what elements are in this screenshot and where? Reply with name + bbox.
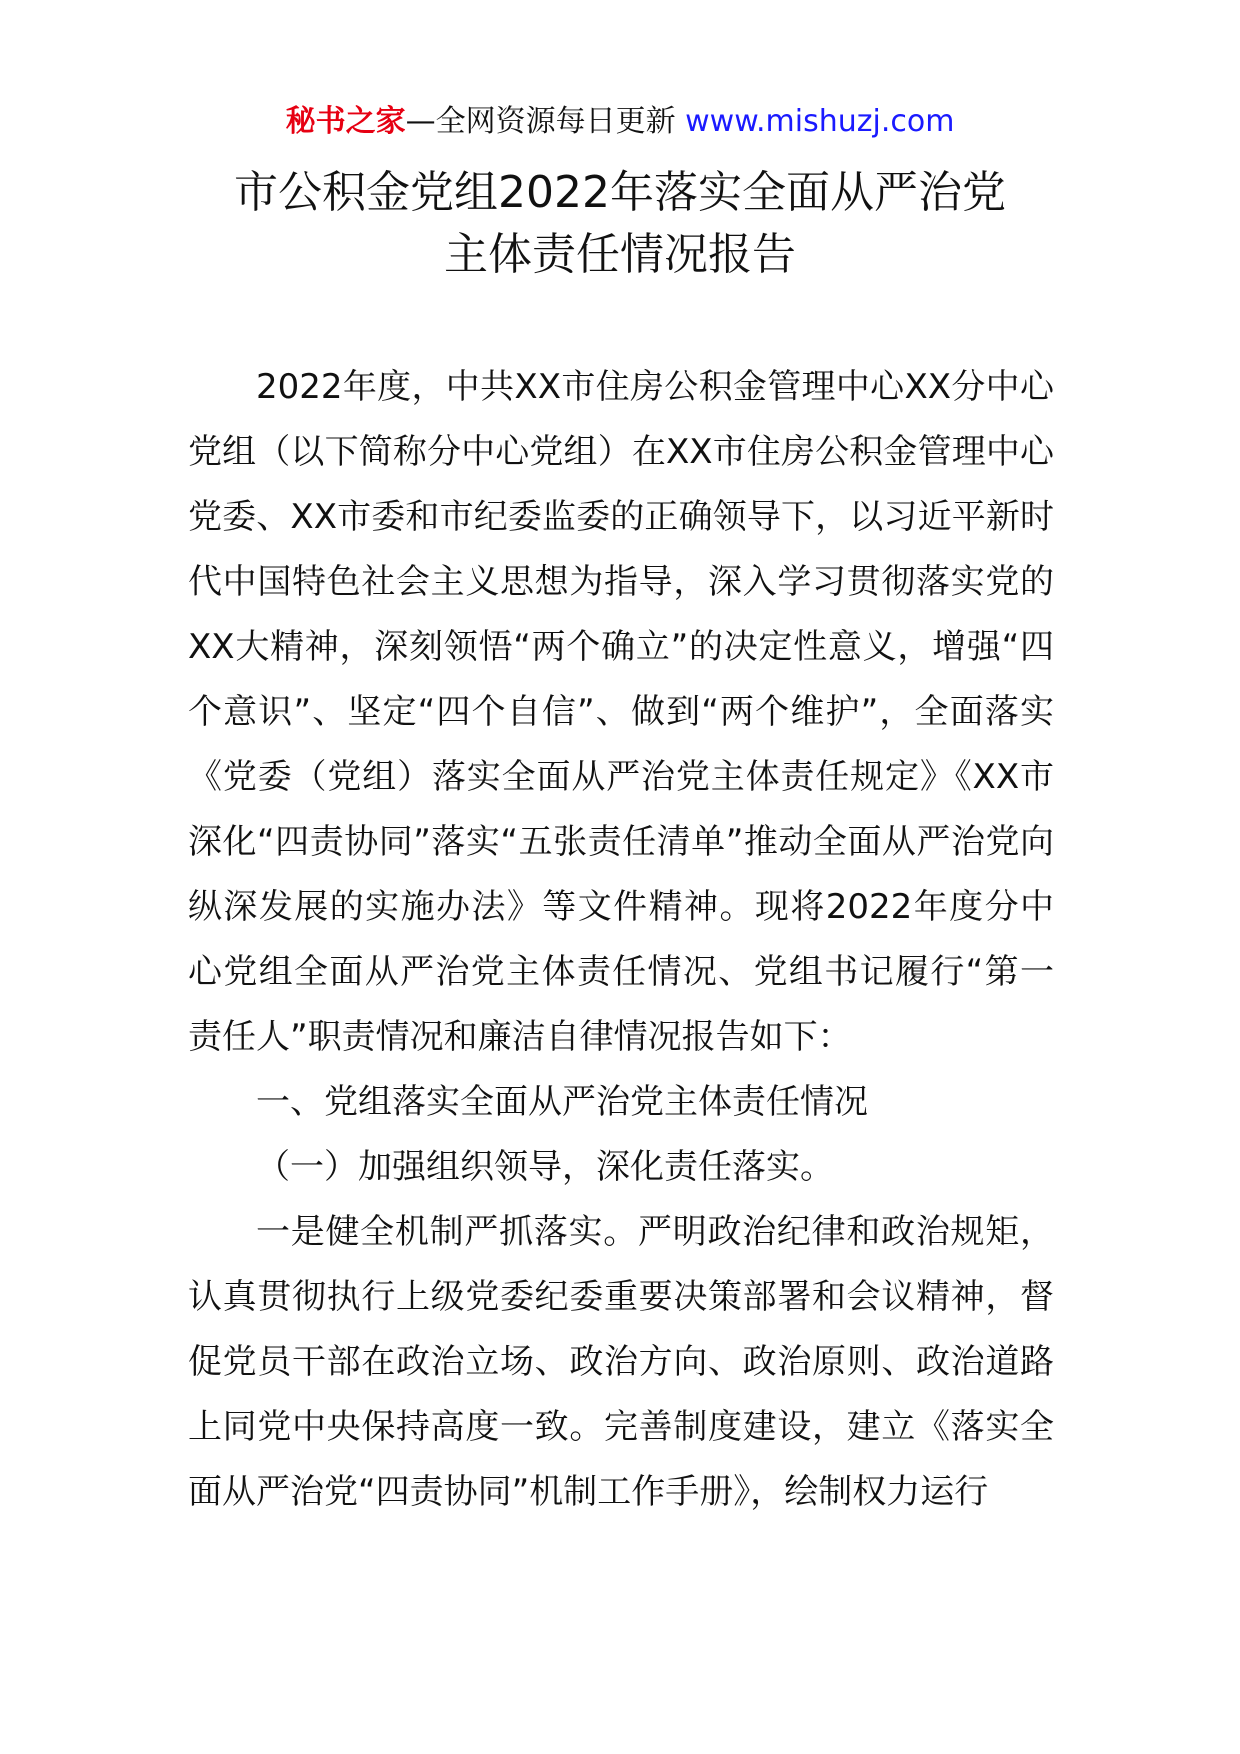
- section-heading: 一、党组落实全面从严治党主体责任情况: [256, 1082, 868, 1122]
- title-line-2: 主体责任情况报告: [444, 229, 796, 280]
- site-url-link[interactable]: www.mishuzj.com: [685, 104, 955, 139]
- title-line-1: 市公积金党组2022年落实全面从严治党: [234, 167, 1006, 218]
- document-title: [0, 162, 1240, 286]
- banner-tagline: —全网资源每日更新: [405, 104, 676, 139]
- intro-paragraph: 2022年度，中共XX市住房公积金管理中心XX分中心党组（以下简称分中心党组）在XX市住房公积金管理中心党委、XX市委和市纪委监委的正确领导下，以习近平新时代中国特色社会主义思想为指导，深入学习贯彻落实党的XX大精神，深刻领悟“两个确立”的决定性意义，增强“四个意识”、坚定“四个自信”、做到“两个维护”，全面落实《党委（党组）落实全面从严治党主体责任规定》《XX市深化“四责协同”落实“五张责任清单”推动全面从严治党向纵深发展的实施办法》等文件精神。现将2022年度分中心党组全面从严治党主体责任情况、党组书记履行“第一责任人”职责情况和廉洁自律情况报告如下：: [188, 367, 1054, 1057]
- brand-name: 秘书之家: [285, 104, 406, 139]
- subsection-heading: （一）加强组织领导，深化责任落实。: [256, 1147, 834, 1187]
- site-banner: [0, 100, 1240, 144]
- document-body: [188, 355, 1054, 1525]
- body-paragraph: 一是健全机制严抓落实。严明政治纪律和政治规矩，认真贯彻执行上级党委纪委重要决策部署和会议精神，督促党员干部在政治立场、政治方向、政治原则、政治道路上同党中央保持高度一致。完善制度建设，建立《落实全面从严治党“四责协同”机制工作手册》，绘制权力运行: [188, 1212, 1054, 1512]
